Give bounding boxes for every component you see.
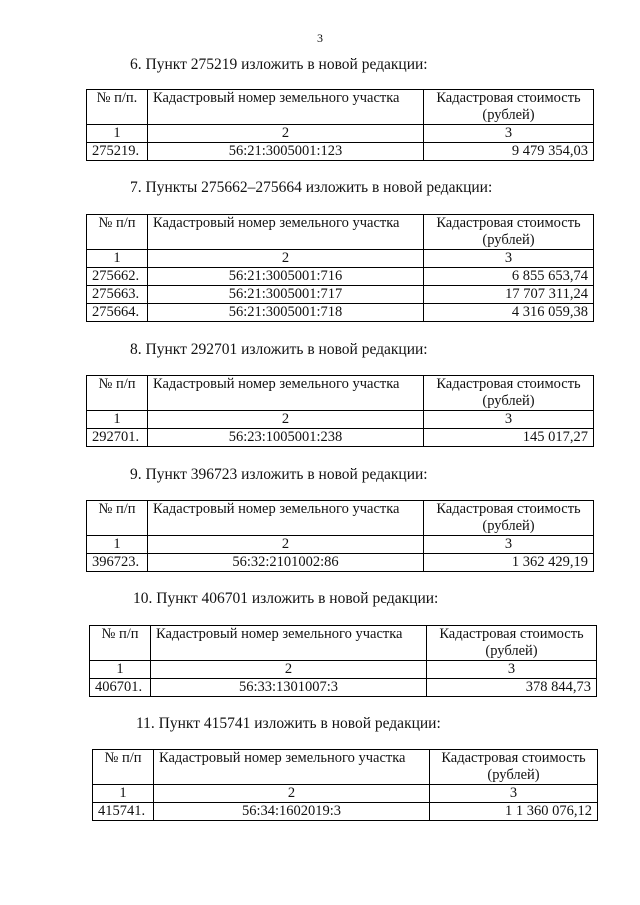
- header-cost-cell: [427, 626, 597, 661]
- header-number-cell: № п/п: [90, 626, 151, 661]
- header-cost-line2: (рублей): [482, 518, 535, 534]
- row-number-cell: 396723.: [87, 554, 148, 572]
- header-cost-line2: (рублей): [485, 643, 538, 659]
- row-cost-cell: 4 316 059,38: [424, 304, 594, 322]
- section-6-table: [86, 89, 594, 161]
- header-number-cell: № п/п.: [87, 90, 148, 125]
- header-number-cell: № п/п: [87, 501, 148, 536]
- header-cost-line1: Кадастровая стоимость: [436, 376, 581, 392]
- section-11-table: [92, 749, 598, 821]
- row-cadastral-cell: 56:32:2101002:86: [148, 554, 424, 572]
- row-cost-cell: 145 017,27: [424, 429, 594, 447]
- row-number-cell: 275219.: [87, 143, 148, 161]
- header-cost-line1: Кадастровая стоимость: [439, 626, 584, 642]
- row-number-cell: 292701.: [87, 429, 148, 447]
- page-number: 3: [317, 31, 323, 45]
- table-index-row: [87, 125, 594, 143]
- row-cost-cell: 1 1 360 076,12: [430, 803, 598, 821]
- table-header-row: [90, 626, 597, 661]
- header-number-cell: № п/п: [93, 750, 154, 785]
- row-cadastral-cell: 56:21:3005001:717: [148, 286, 424, 304]
- table-header-row: [93, 750, 598, 785]
- table-row: [87, 429, 594, 447]
- index-cell-1: 1: [87, 411, 148, 429]
- header-cost-cell: [424, 215, 594, 250]
- row-cadastral-cell: 56:23:1005001:238: [148, 429, 424, 447]
- section-11-heading: 11. Пункт 415741 изложить в новой редакции:: [136, 715, 441, 732]
- row-cadastral-cell: 56:34:1602019:3: [154, 803, 430, 821]
- section-10-table: [89, 625, 597, 697]
- header-cadastral-cell: Кадастровый номер земельного участка: [154, 750, 430, 785]
- row-cost-cell: 6 855 653,74: [424, 268, 594, 286]
- row-number-cell: 275663.: [87, 286, 148, 304]
- header-cost-line1: Кадастровая стоимость: [441, 750, 586, 766]
- table-index-row: [87, 411, 594, 429]
- header-cadastral-cell: Кадастровый номер земельного участка: [148, 215, 424, 250]
- table-row: [87, 286, 594, 304]
- header-cost-cell: [424, 376, 594, 411]
- index-cell-3: 3: [424, 125, 594, 143]
- row-number-cell: 415741.: [93, 803, 154, 821]
- header-cost-line1: Кадастровая стоимость: [436, 215, 581, 231]
- table-index-row: [90, 661, 597, 679]
- row-cost-cell: 1 362 429,19: [424, 554, 594, 572]
- index-cell-3: 3: [427, 661, 597, 679]
- table-row: [93, 803, 598, 821]
- table-header-row: [87, 501, 594, 536]
- section-9-heading: 9. Пункт 396723 изложить в новой редакции:: [130, 466, 428, 483]
- index-cell-2: 2: [148, 125, 424, 143]
- header-cost-line2: (рублей): [482, 232, 535, 248]
- table-index-row: [87, 250, 594, 268]
- header-number-cell: № п/п: [87, 215, 148, 250]
- index-cell-1: 1: [93, 785, 154, 803]
- header-cost-line1: Кадастровая стоимость: [436, 501, 581, 517]
- table-row: [87, 304, 594, 322]
- index-cell-2: 2: [154, 785, 430, 803]
- table-header-row: [87, 376, 594, 411]
- row-cost-cell: 17 707 311,24: [424, 286, 594, 304]
- table-row: [87, 143, 594, 161]
- table-index-row: [87, 536, 594, 554]
- section-7-heading: 7. Пункты 275662–275664 изложить в новой редакции:: [130, 179, 493, 196]
- header-cadastral-cell: Кадастровый номер земельного участка: [148, 376, 424, 411]
- row-cadastral-cell: 56:33:1301007:3: [151, 679, 427, 697]
- index-cell-2: 2: [148, 250, 424, 268]
- index-cell-1: 1: [87, 536, 148, 554]
- section-7-table: [86, 214, 594, 322]
- section-8-heading: 8. Пункт 292701 изложить в новой редакции:: [130, 341, 428, 358]
- index-cell-2: 2: [148, 411, 424, 429]
- header-cost-cell: [424, 501, 594, 536]
- header-cost-line2: (рублей): [482, 107, 535, 123]
- index-cell-2: 2: [151, 661, 427, 679]
- header-cost-cell: [424, 90, 594, 125]
- index-cell-3: 3: [424, 411, 594, 429]
- row-number-cell: 275662.: [87, 268, 148, 286]
- section-10-heading: 10. Пункт 406701 изложить в новой редакции:: [133, 590, 439, 607]
- table-header-row: [87, 90, 594, 125]
- index-cell-2: 2: [148, 536, 424, 554]
- header-cadastral-cell: Кадастровый номер земельного участка: [151, 626, 427, 661]
- index-cell-3: 3: [424, 536, 594, 554]
- section-9-table: [86, 500, 594, 572]
- section-6-heading: 6. Пункт 275219 изложить в новой редакции:: [130, 56, 428, 73]
- index-cell-1: 1: [90, 661, 151, 679]
- table-row: [90, 679, 597, 697]
- row-cadastral-cell: 56:21:3005001:718: [148, 304, 424, 322]
- table-row: [87, 268, 594, 286]
- header-cost-cell: [430, 750, 598, 785]
- header-cadastral-cell: Кадастровый номер земельного участка: [148, 90, 424, 125]
- row-cadastral-cell: 56:21:3005001:716: [148, 268, 424, 286]
- row-number-cell: 275664.: [87, 304, 148, 322]
- header-cost-line1: Кадастровая стоимость: [436, 90, 581, 106]
- section-8-table: [86, 375, 594, 447]
- index-cell-3: 3: [430, 785, 598, 803]
- row-cost-cell: 378 844,73: [427, 679, 597, 697]
- index-cell-1: 1: [87, 125, 148, 143]
- header-cadastral-cell: Кадастровый номер земельного участка: [148, 501, 424, 536]
- index-cell-1: 1: [87, 250, 148, 268]
- table-row: [87, 554, 594, 572]
- header-number-cell: № п/п: [87, 376, 148, 411]
- row-cost-cell: 9 479 354,03: [424, 143, 594, 161]
- table-index-row: [93, 785, 598, 803]
- table-header-row: [87, 215, 594, 250]
- row-number-cell: 406701.: [90, 679, 151, 697]
- row-cadastral-cell: 56:21:3005001:123: [148, 143, 424, 161]
- header-cost-line2: (рублей): [487, 767, 540, 783]
- header-cost-line2: (рублей): [482, 393, 535, 409]
- index-cell-3: 3: [424, 250, 594, 268]
